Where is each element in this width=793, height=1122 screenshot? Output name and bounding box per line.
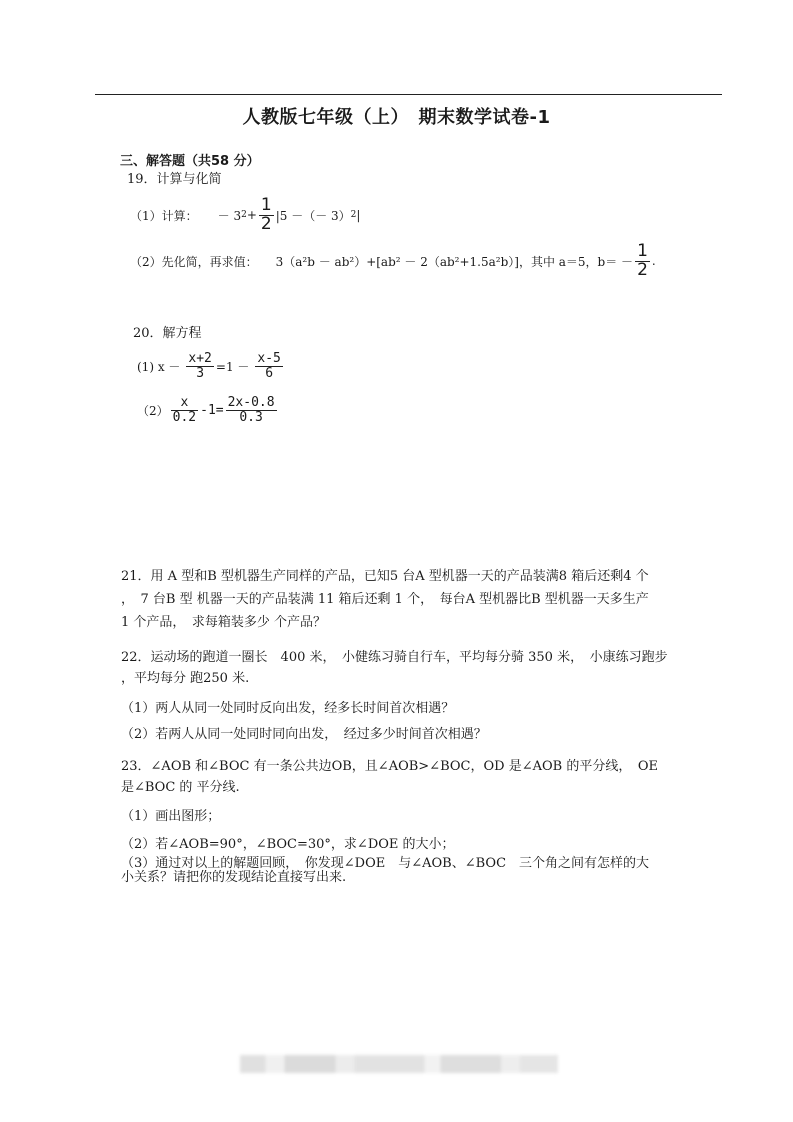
q23-part3-line-1: （3）通过对以上的解题回顾， 你发现∠DOE 与∠AOB、∠BOC 三个角之间有怎样的大 bbox=[121, 856, 650, 871]
q20-part1 bbox=[137, 352, 285, 380]
q20-part2 bbox=[137, 396, 279, 424]
q19-part2-end: . bbox=[651, 254, 656, 269]
q19-part1-term-c: | bbox=[356, 208, 361, 223]
q23-part2: （2）若∠AOB=90°，∠BOC=30°，求∠DOE 的大小； bbox=[121, 837, 455, 852]
q19-part2 bbox=[130, 243, 656, 280]
q20-part2-fraction-1 bbox=[171, 396, 198, 424]
q22-line-2: ，平均每分 跑250 米. bbox=[121, 671, 250, 686]
q19-part1 bbox=[130, 197, 360, 234]
q19-part2-fraction bbox=[635, 243, 650, 280]
q23-part1: （1）画出图形； bbox=[121, 809, 221, 824]
q19-part1-plus: + bbox=[246, 208, 257, 223]
q21-line-1: 21．用 A 型和B 型机器生产同样的产品，已知5 台A 型机器一天的产品装满8 箱后还剩4 个 bbox=[121, 569, 649, 584]
q20-part1-f1-den: 3 bbox=[196, 365, 205, 381]
q20-part1-f2-den: 6 bbox=[265, 365, 274, 381]
q19-part1-term-b: |5 －（－ 3） bbox=[275, 208, 351, 223]
q19-part1-term-a: － 3 bbox=[217, 208, 242, 223]
q20-part2-label: （2） bbox=[137, 403, 169, 418]
q20-part1-mid: =1 － bbox=[215, 359, 250, 374]
q19-part1-frac-den: 2 bbox=[260, 213, 272, 234]
q19-part1-frac-num: 1 bbox=[260, 195, 272, 215]
q19-part2-expression: 3（a²b － ab²）+[ab² － 2（ab²+1.5a²b）]，其中 a＝5，b＝ － bbox=[275, 254, 634, 269]
q22-part2: （2）若两人从同一处同时同向出发， 经过多少时间首次相遇？ bbox=[121, 727, 487, 742]
q20-part2-f2-den: 0.3 bbox=[239, 409, 263, 425]
q19-part2-frac-num: 1 bbox=[637, 241, 648, 261]
q19-part1-exp-a: 2 bbox=[241, 210, 247, 221]
q22-part1: （1）两人从同一处同时反向出发，经多长时间首次相遇？ bbox=[121, 701, 455, 716]
q23-line-2: 是∠BOC 的 平分线. bbox=[121, 780, 240, 795]
header-rule bbox=[95, 94, 722, 95]
q20-part1-fraction-1 bbox=[186, 352, 213, 380]
q20-part2-f2-num: 2x-0.8 bbox=[227, 395, 275, 410]
q19-part2-frac-den: 2 bbox=[637, 259, 648, 280]
q19-heading: 19．计算与化简 bbox=[127, 172, 222, 187]
blurred-watermark bbox=[240, 1055, 558, 1073]
q20-part2-f1-den: 0.2 bbox=[172, 409, 197, 425]
q19-part1-label: （1）计算： bbox=[130, 208, 198, 223]
q23-line-1: 23．∠AOB 和∠BOC 有一条公共边OB，且∠AOB>∠BOC，OD 是∠AOB 的平分线， OE bbox=[121, 759, 658, 774]
q21-line-2: ， 7 台B 型 机器一天的产品装满 11 箱后还剩 1 个， 每台A 型机器比B 型机器一天多生产 bbox=[121, 592, 649, 607]
q20-part1-fraction-2 bbox=[255, 352, 282, 380]
q21-line-3: 1 个产品， 求每箱装多少 个产品？ bbox=[121, 615, 327, 630]
q19-part2-label: （2）先化简，再求值： bbox=[130, 254, 258, 269]
q20-part1-f2-num: x-5 bbox=[257, 351, 281, 366]
q20-part2-mid: -1= bbox=[200, 402, 224, 418]
q22-line-1: 22．运动场的跑道一圈长 400 米， 小健练习骑自行车，平均每分骑 350 米， 小康练习跑步 bbox=[121, 650, 668, 665]
q20-part2-f1-num: x bbox=[171, 396, 198, 411]
q20-heading: 20．解方程 bbox=[133, 326, 202, 341]
q19-part1-exp-b: 2 bbox=[350, 210, 357, 221]
q20-part2-fraction-2 bbox=[226, 396, 277, 424]
q20-part1-f1-num: x+2 bbox=[188, 351, 212, 366]
page-title: 人教版七年级（上） 期末数学试卷-1 bbox=[242, 107, 551, 128]
q20-part1-label: (1) x － bbox=[137, 359, 181, 374]
q23-part3-line-2: 小关系？请把你的发现结论直接写出来. bbox=[121, 870, 347, 885]
q19-part1-fraction bbox=[259, 197, 274, 234]
section-heading: 三、解答题（共58 分） bbox=[120, 154, 260, 169]
